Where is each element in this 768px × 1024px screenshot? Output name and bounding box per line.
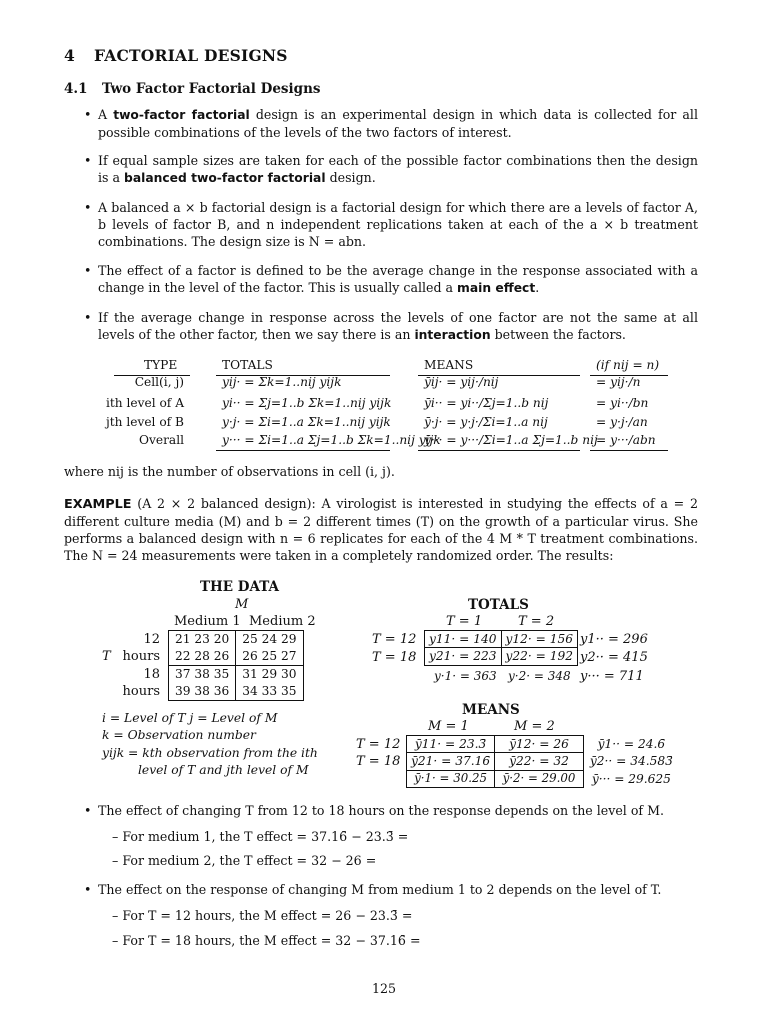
- means-cell: ȳij· = yij·/nij: [424, 375, 499, 389]
- bullet-text: design is an experimental design in which data is collected for all possible combinations of the levels of the two factors of interest.: [98, 107, 698, 140]
- data-cell: 26 25 27: [236, 648, 303, 666]
- data-cell: 21 23 20: [169, 631, 236, 649]
- effect-t-item: – For medium 2, the T effect = 32 − 26 =: [112, 853, 377, 868]
- data-cell: 34 33 35: [236, 683, 303, 701]
- bullet-text: .: [535, 280, 540, 295]
- row-label: ith level of A: [105, 396, 184, 410]
- legend-line: i = Level of T j = Level of M: [102, 711, 278, 725]
- bullet-text: A balanced a × b factorial design is a factorial design for which there are a levels of factor A, b levels of factor B, and n independent replications taken at each of the a × b treatment combinations. The design size is N = abn.: [98, 200, 698, 249]
- data-title: THE DATA: [200, 579, 280, 595]
- data-factor-m: M: [235, 597, 249, 612]
- effect-m-item: – For T = 18 hours, the M effect = 32 − 37.16̄ =: [112, 933, 421, 948]
- totals-table: [424, 630, 578, 666]
- bullet-text: The effect of a factor is defined to be the average change in the response associated with a change in the level of the factor. This is usually called a: [98, 263, 698, 295]
- means-col-header: M = 1: [428, 719, 469, 734]
- row-label: Cell(i, j): [134, 375, 184, 389]
- example-paragraph: [64, 495, 698, 564]
- bullet-3: [84, 199, 698, 250]
- ifn-cell: = yij·/n: [596, 375, 641, 389]
- data-cell: 31 29 30: [236, 666, 303, 684]
- bullet-bold-term: two-factor factorial: [113, 108, 250, 122]
- bullet-text: The effect of changing T from 12 to 18 hours on the response depends on the level of M.: [98, 803, 664, 818]
- totals-cell: y22· = 192: [501, 648, 578, 665]
- bullet-dot: •: [84, 263, 92, 278]
- legend-line: k = Observation number: [102, 728, 256, 742]
- ifn-cell: = y···/abn: [596, 433, 656, 447]
- bullet-4: [84, 262, 698, 297]
- subsection-number: 4.1: [64, 81, 88, 97]
- rule: [216, 450, 390, 451]
- means-row-label: T = 18: [356, 754, 401, 769]
- bullet-dot: •: [84, 310, 92, 325]
- rule: [418, 450, 580, 451]
- means-col-header: M = 2: [514, 719, 555, 734]
- section-number: 4: [64, 46, 75, 65]
- section-title: FACTORIAL DESIGNS: [94, 46, 288, 65]
- data-cell: 39 38 36: [169, 683, 236, 701]
- totals-cell: yij· = Σk=1..nij yijk: [222, 375, 342, 389]
- header-totals: TOTALS: [222, 358, 273, 372]
- header-type: TYPE: [144, 358, 178, 372]
- means-bottom: ȳ·2· = 29.00: [495, 770, 584, 787]
- data-factor-t: T: [102, 649, 111, 664]
- totals-cell: y·j· = Σi=1..a Σk=1..nij yijk: [222, 415, 391, 429]
- totals-margin: y2·· = 415: [580, 650, 648, 665]
- bullet-bold-term: interaction: [414, 328, 491, 342]
- example-label: EXAMPLE: [64, 497, 132, 512]
- effect-item-text: For medium 1, the T effect = 37.16̄ − 23.3̄ =: [122, 829, 409, 844]
- ifn-cell: = y·j·/an: [596, 415, 648, 429]
- bullet-dot: •: [84, 882, 92, 897]
- means-bottom: ȳ··· = 29.625: [583, 770, 677, 787]
- bullet-bold-term: balanced two-factor factorial: [124, 171, 326, 185]
- subsection-title: Two Factor Factorial Designs: [102, 81, 321, 97]
- means-table: [406, 735, 677, 788]
- data-cell: 37 38 35: [169, 666, 236, 684]
- col-header-medium1: Medium 1: [174, 614, 241, 629]
- means-margin: ȳ1·· = 24.6̄: [583, 736, 677, 753]
- means-cell: ȳ22· = 32: [495, 753, 584, 770]
- totals-cell: yi·· = Σj=1..b Σk=1..nij yijk: [222, 396, 392, 410]
- col-header-medium2: Medium 2: [249, 614, 316, 629]
- bullet-dot: •: [84, 803, 92, 818]
- bullet-text: If the average change in response across the levels of one factor are not the same at all levels of the other factor, then we say there is an: [98, 310, 698, 342]
- means-margin: ȳ2·· = 34.583̄: [583, 753, 677, 770]
- bullet-text: If equal sample sizes are taken for each of the possible factor combinations then the design is a: [98, 153, 698, 185]
- data-row-label: 18: [143, 667, 160, 682]
- bullet-text: design.: [325, 170, 376, 185]
- totals-bottom: y·1· = 363: [434, 669, 497, 683]
- means-cell: ȳi·· = yi··/Σj=1..b nij: [424, 396, 549, 410]
- bullet-effect-m: [84, 881, 698, 898]
- bullet-2: [84, 152, 698, 187]
- totals-bottom: y·2· = 348: [508, 669, 571, 683]
- where-note: where nij is the number of observations in cell (i, j).: [64, 464, 395, 479]
- totals-col-header: T = 1: [446, 614, 483, 629]
- data-row-label: 12: [143, 632, 160, 647]
- effect-item-text: For T = 18 hours, the M effect = 32 − 37.16̄ =: [122, 933, 421, 948]
- row-label: Overall: [139, 433, 184, 447]
- means-cell: ȳ11· = 23.3̄: [407, 736, 495, 753]
- totals-row-label: T = 12: [372, 632, 417, 647]
- bullet-text: between the factors.: [490, 327, 626, 342]
- effect-m-item: – For T = 12 hours, the M effect = 26 − 23.3̄ =: [112, 908, 413, 923]
- header-if-n: (if nij = n): [596, 358, 660, 372]
- means-cell: ȳ·j· = y·j·/Σi=1..a nij: [424, 415, 548, 429]
- rule: [590, 450, 668, 451]
- bullet-bold-term: main effect: [457, 281, 536, 295]
- data-row-label: hours: [122, 684, 160, 699]
- totals-col-header: T = 2: [518, 614, 555, 629]
- header-means: MEANS: [424, 358, 474, 372]
- subsection-heading: [64, 80, 321, 98]
- totals-cell: y··· = Σi=1..a Σj=1..b Σk=1..nij yijk: [222, 433, 441, 447]
- data-cell: 25 24 29: [236, 631, 303, 649]
- data-row-label: hours: [122, 649, 160, 664]
- bullet-dot: •: [84, 107, 92, 122]
- bullet-effect-t: [84, 802, 698, 819]
- data-table: [168, 630, 304, 701]
- means-cell: ȳ21· = 37.16̄: [407, 753, 495, 770]
- effect-t-item: – For medium 1, the T effect = 37.16̄ − 23.3̄ =: [112, 829, 409, 844]
- effect-item-text: For medium 2, the T effect = 32 − 26 =: [122, 853, 377, 868]
- totals-cell: y21· = 223: [425, 648, 502, 665]
- effect-item-text: For T = 12 hours, the M effect = 26 − 23.3̄ =: [122, 908, 413, 923]
- totals-cell: y12· = 156: [501, 631, 578, 648]
- totals-cell: y11· = 140: [425, 631, 502, 648]
- data-cell: 22 28 26: [169, 648, 236, 666]
- bullet-text: A: [98, 107, 114, 122]
- totals-row-label: T = 18: [372, 650, 417, 665]
- legend-line: level of T and jth level of M: [138, 763, 309, 777]
- bullet-dot: •: [84, 153, 92, 168]
- means-row-label: T = 12: [356, 737, 401, 752]
- bullet-text: The effect on the response of changing M from medium 1 to 2 depends on the level of T.: [98, 882, 662, 897]
- totals-title: TOTALS: [468, 597, 529, 613]
- example-text: (A 2 × 2 balanced design): A virologist is interested in studying the effects of a = 2 different culture media (M) and b = 2 different times (T) on the growth of a particular virus. She performs a balanced design with n = 6 replicates for each of the 4 M * T treatment combinations. The N = 24 measurements were taken in a completely randomized order. The results:: [64, 496, 698, 564]
- bullet-5: [84, 309, 698, 344]
- means-bottom: ȳ·1· = 30.25: [407, 770, 495, 787]
- row-label: jth level of B: [105, 415, 184, 429]
- bullet-1: [84, 106, 698, 141]
- legend-line: yijk = kth observation from the ith: [102, 746, 318, 760]
- page-number: 125: [371, 981, 397, 996]
- means-cell: ȳ12· = 26: [495, 736, 584, 753]
- totals-bottom: y··· = 711: [580, 669, 644, 684]
- means-cell: ȳ··· = y···/Σi=1..a Σj=1..b nij: [424, 433, 598, 447]
- bullet-dot: •: [84, 200, 92, 215]
- section-heading: [64, 46, 288, 67]
- ifn-cell: = yi··/bn: [596, 396, 649, 410]
- means-title: MEANS: [462, 702, 520, 718]
- totals-margin: y1·· = 296: [580, 632, 648, 647]
